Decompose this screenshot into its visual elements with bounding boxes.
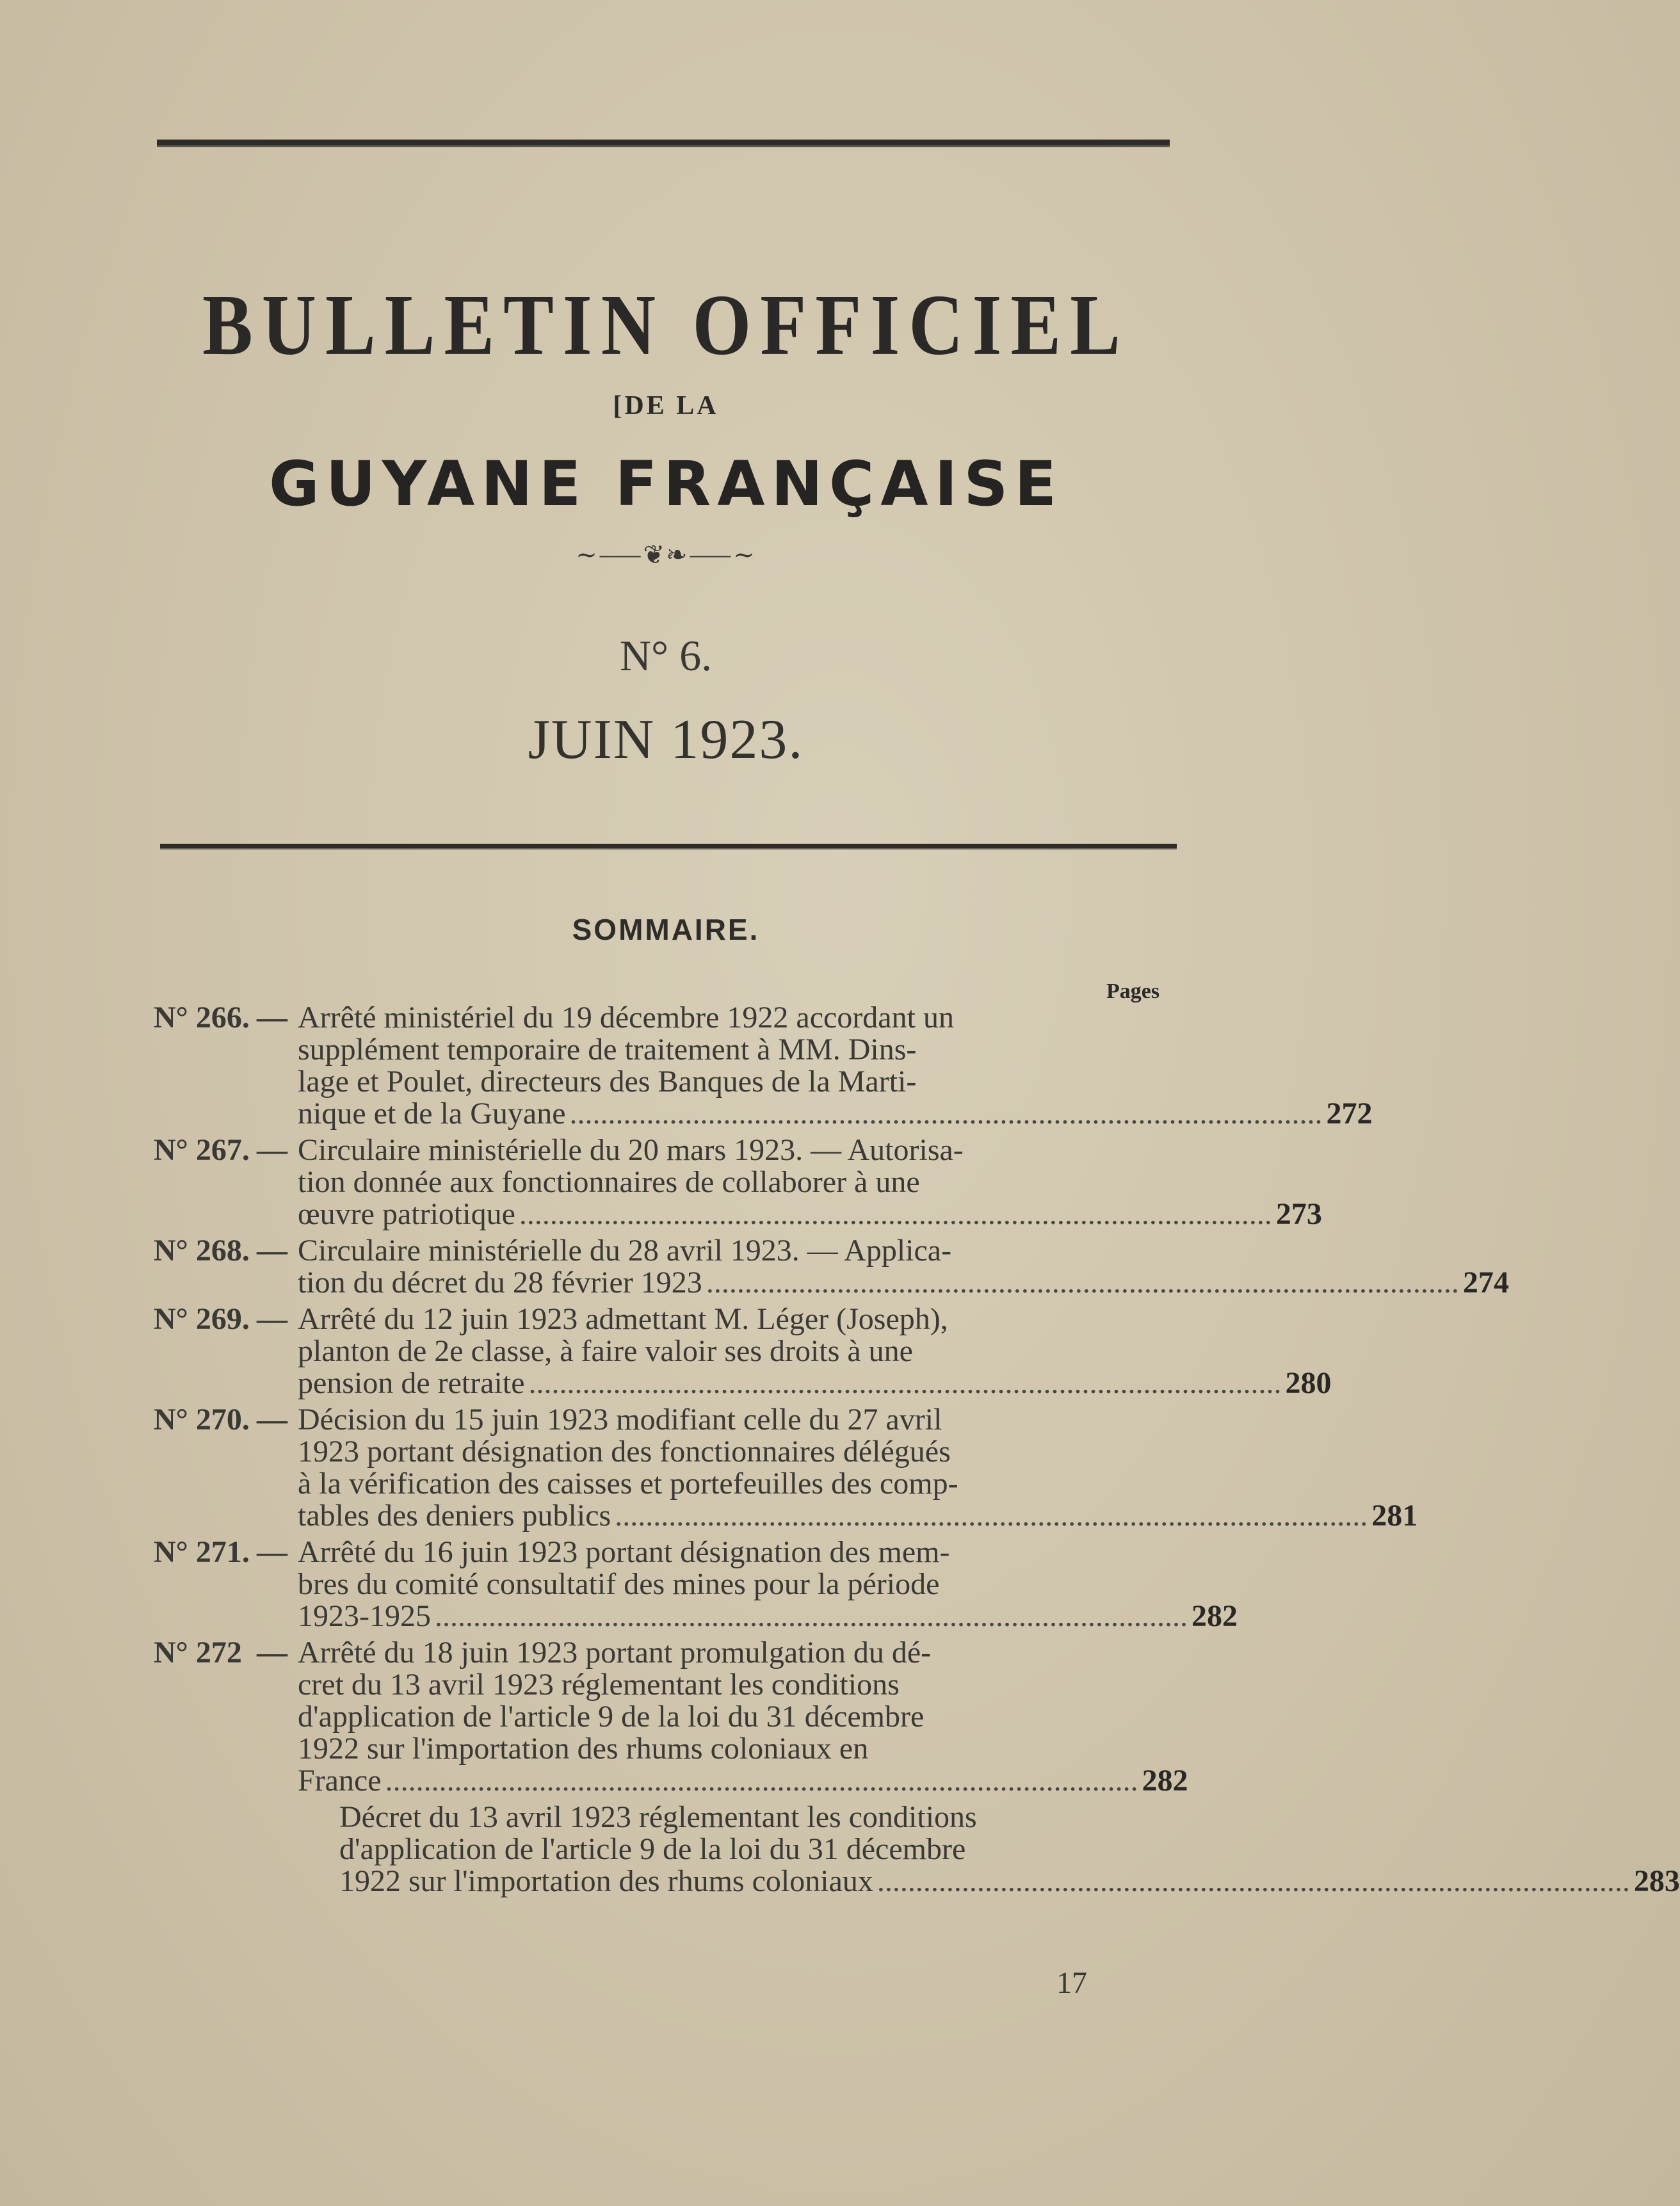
entry-dash: — xyxy=(257,1234,287,1268)
entry-number: N° 271. xyxy=(154,1535,250,1569)
entry-text-line: Arrêté ministériel du 19 décembre 1922 accordant un xyxy=(298,1001,954,1035)
entry-dash: — xyxy=(257,1535,287,1569)
entry-text-line: Décret du 13 avril 1923 réglementant les conditions xyxy=(339,1800,977,1834)
entry-last-line xyxy=(298,1500,1418,1532)
entry-dash: — xyxy=(257,1001,287,1035)
entry-text-line: 1923 portant désignation des fonctionnaires délégués xyxy=(298,1435,951,1469)
toc-entry xyxy=(154,1133,1322,1231)
entry-text-line: nique et de la Guyane xyxy=(298,1097,566,1131)
entry-dash: — xyxy=(257,1133,287,1167)
toc-entry xyxy=(154,1535,1238,1633)
dot-leader: .................................................................................................. xyxy=(528,1366,1282,1400)
entry-text-line: Arrêté du 16 juin 1923 portant désignation des mem- xyxy=(298,1535,950,1569)
toc-entry xyxy=(154,1234,1509,1300)
top-rule xyxy=(157,140,1170,147)
pages-column-label: Pages xyxy=(1106,979,1160,1003)
entry-text-line: Arrêté du 12 juin 1923 admettant M. Léger (Joseph), xyxy=(298,1302,948,1336)
summary-heading: SOMMAIRE. xyxy=(572,913,760,946)
entry-page-number: 281 xyxy=(1371,1499,1418,1533)
entry-text-line: planton de 2e classe, à faire valoir ses droits à une xyxy=(298,1334,913,1368)
entry-last-line xyxy=(298,1198,1322,1230)
entry-number: N° 270. xyxy=(154,1403,250,1437)
entry-text-line: 1923-1925 xyxy=(298,1599,431,1633)
entry-body xyxy=(298,1134,1322,1230)
entry-body xyxy=(298,1235,1509,1299)
dot-leader: .................................................................................................. xyxy=(519,1197,1272,1231)
entry-last-line xyxy=(339,1865,1680,1897)
entry-number: N° 268. xyxy=(154,1234,250,1268)
entry-text-line: Circulaire ministérielle du 28 avril 1923. — Applica- xyxy=(298,1234,952,1268)
entry-text-line: Arrêté du 18 juin 1923 portant promulgation du dé- xyxy=(298,1636,932,1670)
toc-entry xyxy=(154,1403,1418,1533)
entry-page-number: 272 xyxy=(1326,1097,1373,1131)
ornament-divider: ~⸺❦❧⸺~ xyxy=(576,540,756,570)
entry-body xyxy=(298,1536,1238,1632)
entry-text-line: France xyxy=(298,1764,382,1798)
entry-page-number: 274 xyxy=(1462,1266,1509,1300)
entry-last-line xyxy=(298,1600,1238,1632)
entry-text-line: 1922 sur l'importation des rhums coloniaux en xyxy=(298,1732,869,1766)
bulletin-subtitle-small: [DE LA xyxy=(613,391,719,421)
toc-entry xyxy=(154,1636,1188,1798)
dot-leader: .................................................................................................. xyxy=(434,1599,1188,1633)
dot-leader: .................................................................................................. xyxy=(876,1864,1630,1898)
toc-entry xyxy=(154,1302,1332,1400)
entry-dash: — xyxy=(257,1636,287,1670)
entry-text-line: tion du décret du 28 février 1923 xyxy=(298,1266,702,1300)
entry-dash: — xyxy=(257,1403,287,1437)
entry-number: N° 267. xyxy=(154,1133,250,1167)
entry-body xyxy=(298,1303,1332,1399)
entry-text-line: d'application de l'article 9 de la loi du 31 décembre xyxy=(339,1832,966,1866)
dot-leader: .................................................................................................. xyxy=(385,1764,1138,1798)
dot-leader: .................................................................................................. xyxy=(569,1097,1323,1131)
entry-body xyxy=(339,1801,1680,1897)
table-of-contents xyxy=(154,1001,1680,1902)
bulletin-subtitle-large: GUYANE FRANÇAISE xyxy=(268,448,1063,520)
entry-number: N° 266. xyxy=(154,1001,250,1035)
dot-leader: .................................................................................................. xyxy=(706,1266,1459,1300)
entry-dash: — xyxy=(257,1302,287,1336)
entry-body xyxy=(298,1637,1188,1797)
entry-page-number: 280 xyxy=(1285,1366,1332,1400)
entry-body xyxy=(298,1404,1418,1532)
entry-text-line: Décision du 15 juin 1923 modifiant celle du 27 avril xyxy=(298,1403,942,1437)
entry-number: N° 269. xyxy=(154,1302,250,1336)
entry-page-number: 282 xyxy=(1142,1764,1188,1798)
entry-page-number: 282 xyxy=(1191,1599,1238,1633)
bulletin-title: BULLETIN OFFICIEL xyxy=(202,277,1129,373)
subtitle-small-text: DE LA xyxy=(624,391,719,421)
entry-text-line: cret du 13 avril 1923 réglementant les conditions xyxy=(298,1668,900,1702)
issue-number: N° 6. xyxy=(619,631,713,680)
entry-text-line: Circulaire ministérielle du 20 mars 1923. — Autorisa- xyxy=(298,1133,964,1167)
dot-leader: .................................................................................................. xyxy=(615,1499,1368,1533)
entry-last-line xyxy=(298,1765,1188,1797)
issue-date: JUIN 1923. xyxy=(528,709,804,771)
entry-text-line: supplément temporaire de traitement à MM. Dins- xyxy=(298,1033,917,1067)
entry-page-number: 273 xyxy=(1275,1197,1322,1231)
entry-last-line xyxy=(298,1367,1332,1399)
entry-last-line xyxy=(298,1098,1373,1130)
entry-last-line xyxy=(298,1267,1509,1299)
entry-text-line: pension de retraite xyxy=(298,1366,525,1400)
entry-text-line: 1922 sur l'importation des rhums coloniaux xyxy=(339,1864,873,1898)
entry-text-line: lage et Poulet, directeurs des Banques de la Marti- xyxy=(298,1065,917,1099)
entry-text-line: tables des deniers publics xyxy=(298,1499,611,1533)
entry-number: N° 272 xyxy=(154,1636,242,1670)
entry-page-number: 283 xyxy=(1633,1864,1680,1898)
entry-text-line: d'application de l'article 9 de la loi du 31 décembre xyxy=(298,1700,925,1734)
entry-body xyxy=(298,1002,1373,1130)
entry-text-line: œuvre patriotique xyxy=(298,1197,515,1231)
middle-rule xyxy=(160,844,1177,849)
entry-text-line: à la vérification des caisses et portefeuilles des comp- xyxy=(298,1467,958,1501)
entry-text-line: tion donnée aux fonctionnaires de collaborer à une xyxy=(298,1165,920,1199)
signature-mark: 17 xyxy=(1056,1966,1087,2000)
entry-text-line: bres du comité consultatif des mines pour la période xyxy=(298,1567,940,1601)
toc-entry xyxy=(154,1800,1680,1898)
toc-entry xyxy=(154,1001,1373,1131)
